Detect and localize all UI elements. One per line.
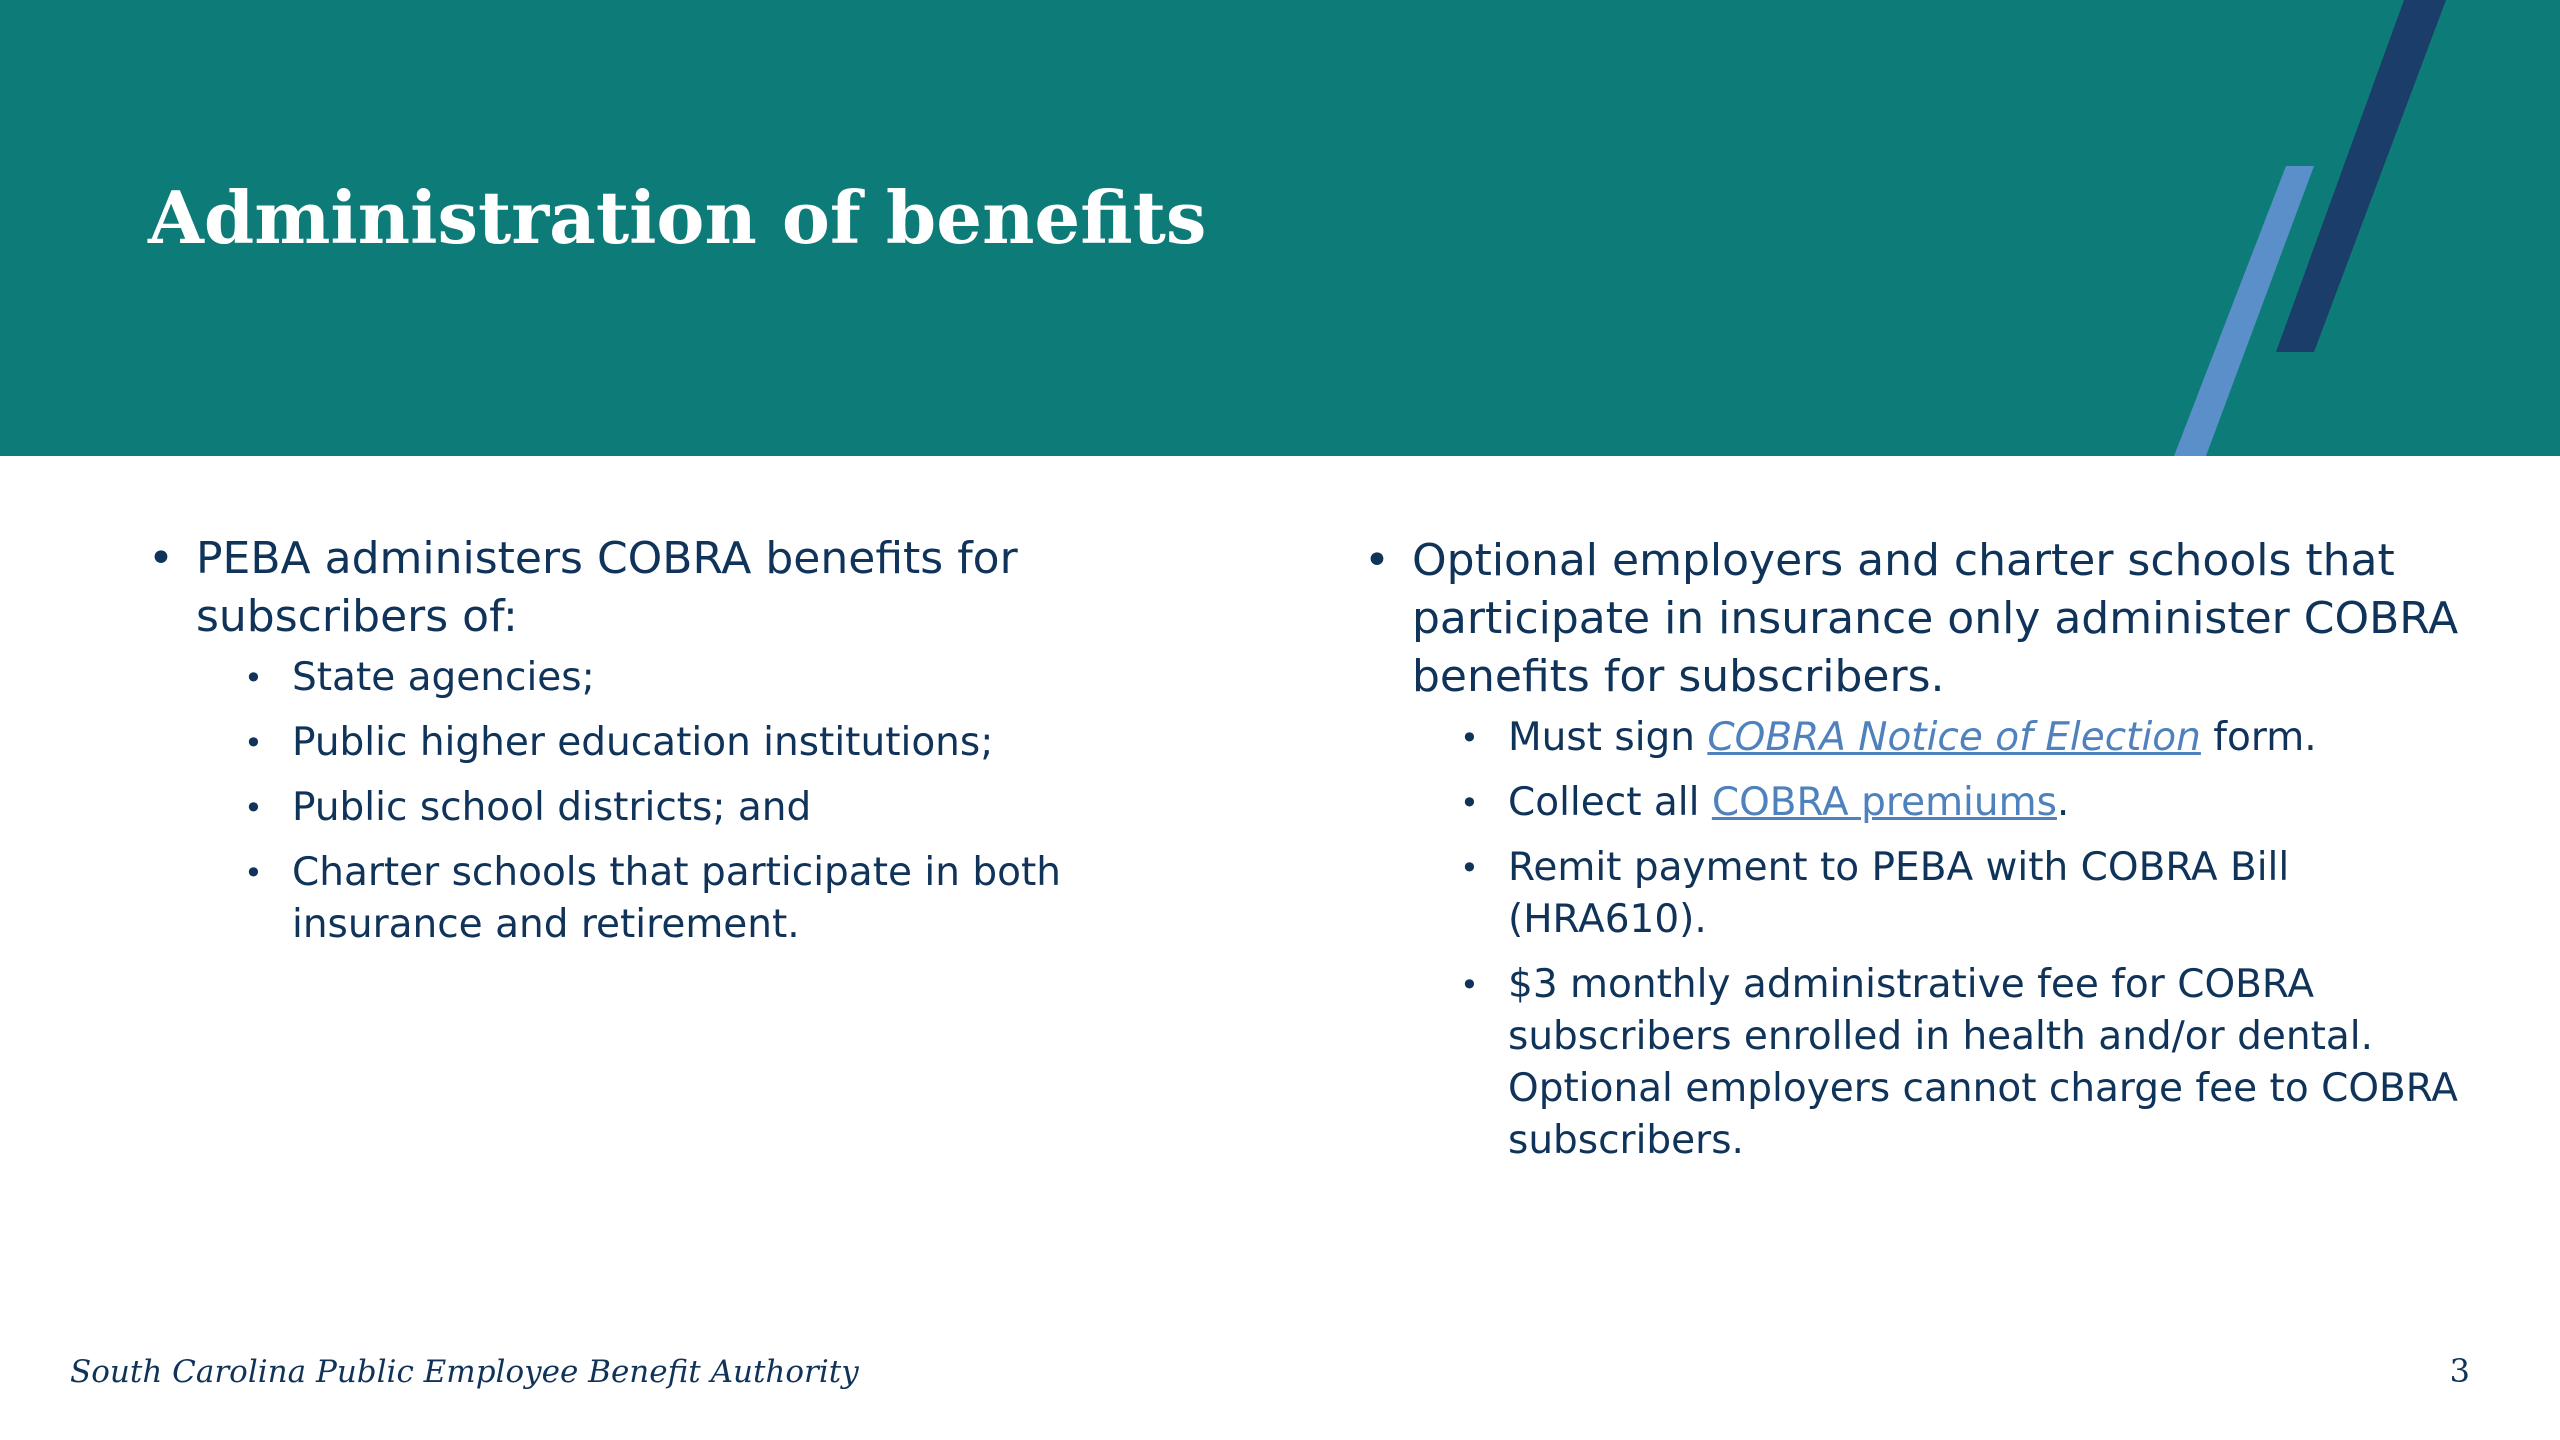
list-item: • Charter schools that participate in both insurance and retirement. [244,847,1188,951]
right-sublist [1412,712,2484,1167]
list-item [1460,712,2484,764]
cobra-premiums-link[interactable]: COBRA premiums [1711,780,2057,825]
slide-title: Administration of benefits [148,175,1207,260]
right-bullet-list [1364,532,2484,1167]
bullet-text: Optional employers and charter schools that participate in insurance only administer COBRA benefits for subscribers. [1412,535,2459,702]
right-column [1364,532,2484,1180]
text-segment: Must sign [1508,715,1708,760]
left-sublist [196,652,1188,951]
cobra-notice-of-election-link[interactable]: COBRA Notice of Election [1707,715,2201,760]
list-item: • Public higher education institutions; [244,717,1188,769]
left-column [148,530,1188,964]
list-item [148,530,1188,951]
footer-organization: South Carolina Public Employee Benefit Authority [70,1354,859,1390]
title-banner [0,0,2560,456]
left-bullet-list [148,530,1188,951]
bullet-text: PEBA administers COBRA benefits for subscribers of: [196,533,1018,642]
text-segment: form. [2200,715,2317,760]
list-item [1364,532,2484,1167]
list-item: • State agencies; [244,652,1188,704]
list-item [1460,777,2484,829]
page-number: 3 [2449,1352,2470,1390]
list-item: • $3 monthly administrative fee for COBRA subscribers enrolled in health and/or dental. Optional employers cannot charge fee to COBRA subscribers. [1460,959,2484,1167]
text-segment: Collect all [1508,780,1712,825]
list-item: • Remit payment to PEBA with COBRA Bill (HRA610). [1460,842,2484,946]
list-item: • Public school districts; and [244,782,1188,834]
text-segment: . [2056,780,2070,825]
